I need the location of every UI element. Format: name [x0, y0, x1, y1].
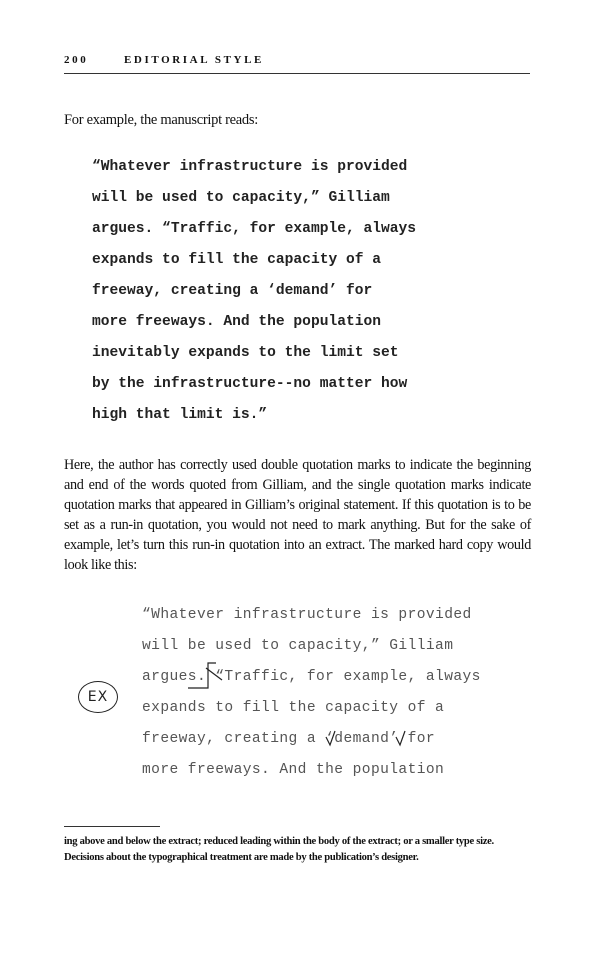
- running-header: [64, 54, 530, 66]
- manuscript-quote: [92, 152, 416, 431]
- page-number: 200: [64, 54, 89, 66]
- quote-line: “Whatever infrastructure is provided: [92, 159, 408, 175]
- marked-line: “Whatever infrastructure is provided: [142, 607, 472, 623]
- quote-line: more freeways. And the population: [92, 314, 382, 330]
- extract-margin-mark: EX: [78, 681, 118, 713]
- quote-line: will be used to capacity,” Gilliam: [92, 190, 390, 206]
- footnote-rule: [64, 826, 160, 827]
- marked-line: freeway, creating a ‘demand’ for: [142, 731, 436, 747]
- quote-line: expands to fill the capacity of a: [92, 252, 382, 268]
- quote-line: inevitably expands to the limit set: [92, 345, 399, 361]
- running-title: EDITORIAL STYLE: [124, 54, 264, 66]
- marked-line: more freeways. And the population: [142, 762, 445, 778]
- quote-line: high that limit is.”: [92, 407, 268, 423]
- marked-hard-copy: [142, 600, 481, 786]
- footnote: ing above and below the extract; reduced leading within the body of the extract; or a smaller type size. Decisions about the typographical treatment are made by the publication’s designer.: [64, 836, 494, 863]
- body-paragraph: Here, the author has correctly used double quotation marks to indicate the beginning and end of the words quoted from Gilliam, and the single quotation marks indicate quotation marks that appeared in Gilliam’s original statement. If this quotation is to be set as a run-in quotation, you would not need to mark anything. But for the sake of example, let’s turn this run-in quotation into an extract. The marked hard copy would look like this:: [64, 457, 531, 573]
- intro-sentence: For example, the manuscript reads:: [64, 112, 258, 128]
- marked-line: will be used to capacity,” Gilliam: [142, 638, 454, 654]
- marked-line: argues. “Traffic, for example, always: [142, 669, 481, 685]
- header-rule: [64, 73, 530, 74]
- quote-line: freeway, creating a ‘demand’ for: [92, 283, 373, 299]
- marked-line: expands to fill the capacity of a: [142, 700, 445, 716]
- quote-line: by the infrastructure--no matter how: [92, 376, 408, 392]
- quote-line: argues. “Traffic, for example, always: [92, 221, 417, 237]
